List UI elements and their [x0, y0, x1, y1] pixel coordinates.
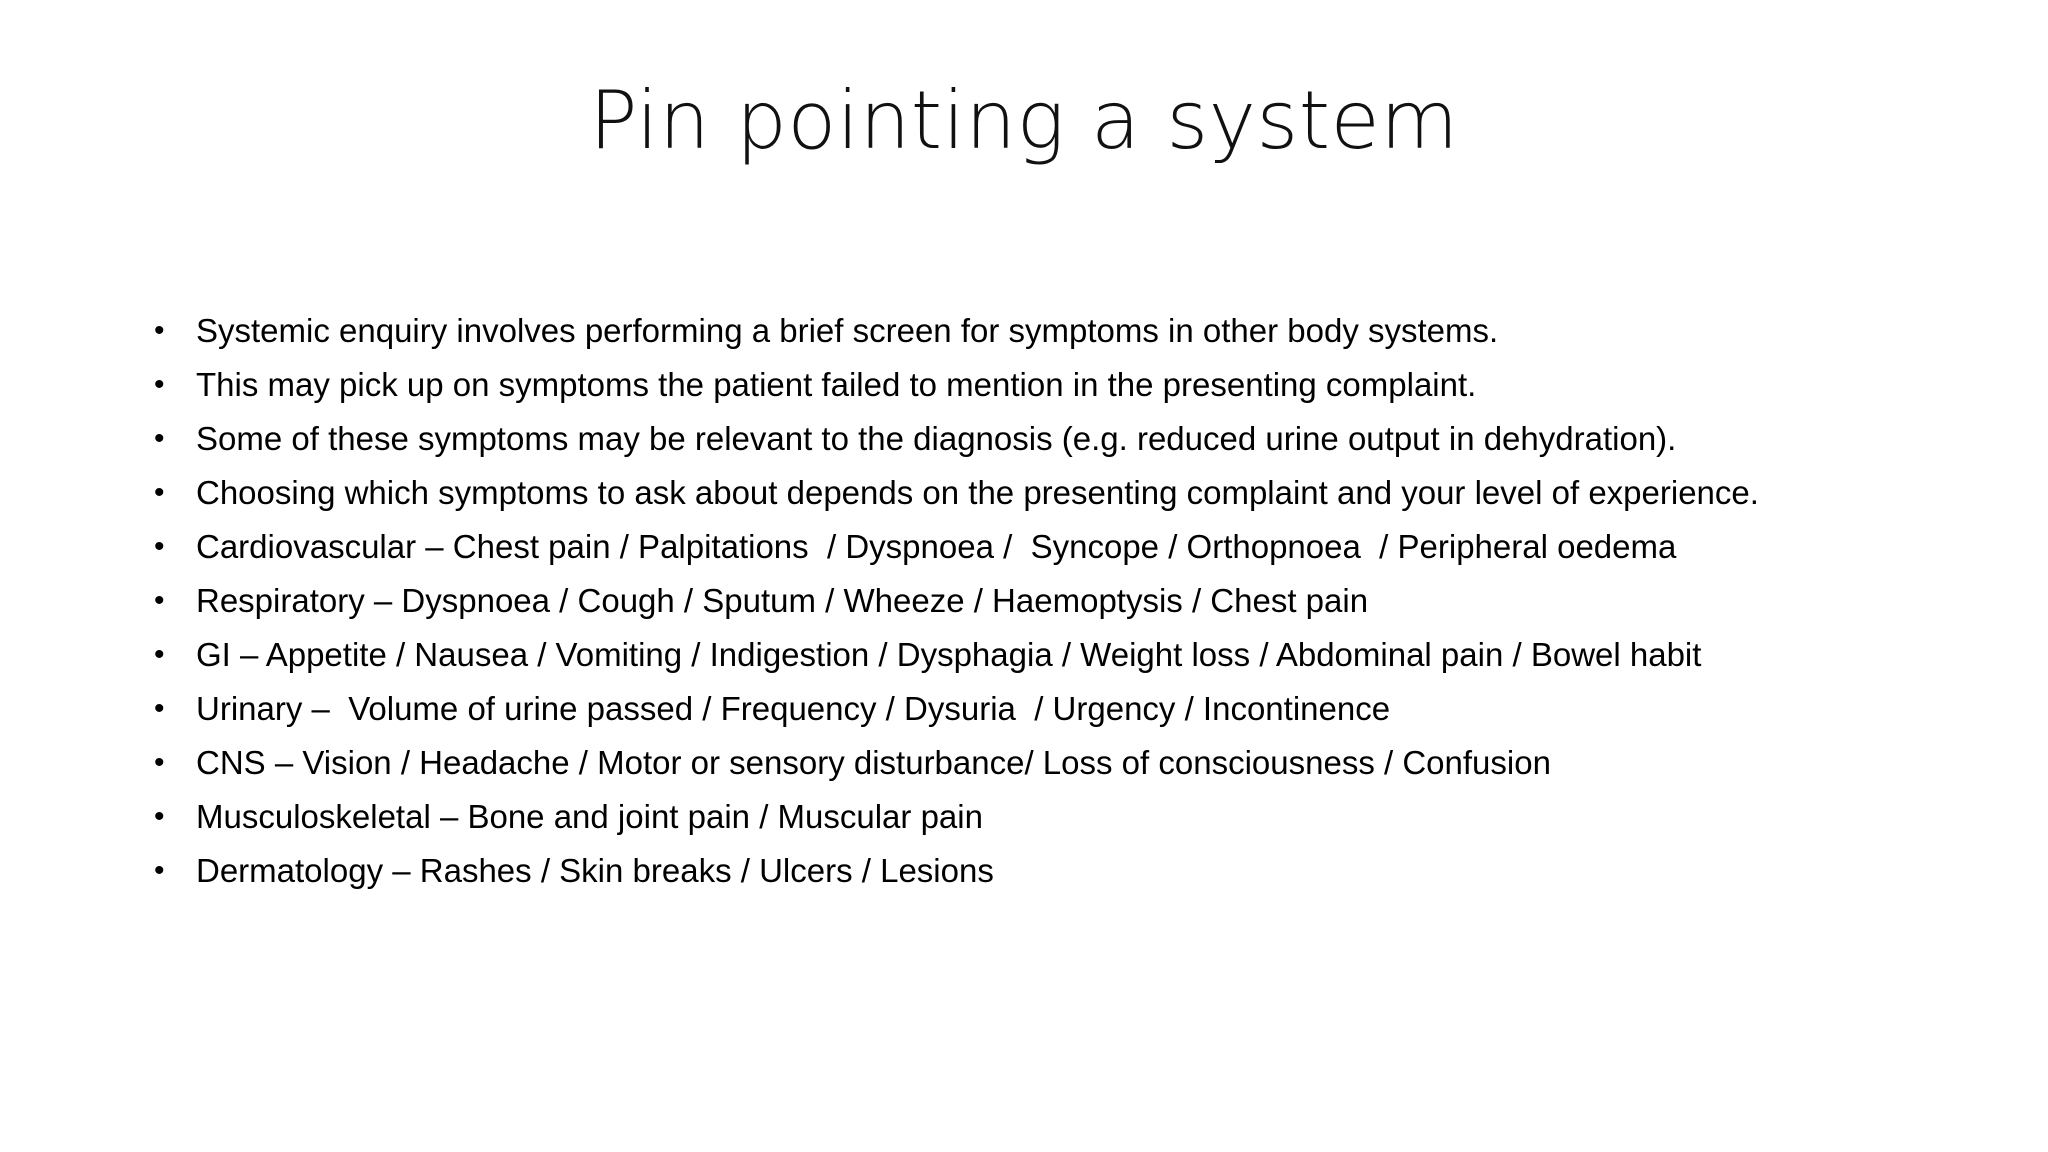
bullet-icon: • [154, 368, 165, 401]
bullet-icon: • [154, 800, 165, 833]
bullet-icon: • [154, 584, 165, 617]
bullet-icon: • [154, 314, 165, 347]
bullet-text: GI – Appetite / Nausea / Vomiting / Indigestion / Dysphagia / Weight loss / Abdominal pain / Bowel habit [196, 636, 1702, 673]
bullet-item [150, 844, 2010, 898]
bullet-icon: • [154, 854, 165, 887]
bullet-icon: • [154, 692, 165, 725]
bullet-text: Cardiovascular – Chest pain / Palpitations / Dyspnoea / Syncope / Orthopnoea / Peripheral oedema [196, 528, 1677, 565]
bullet-icon: • [154, 422, 165, 455]
bullet-icon: • [154, 746, 165, 779]
slide-title: Pin pointing a system [589, 74, 1459, 167]
bullet-text: Choosing which symptoms to ask about depends on the presenting complaint and your level of experience. [196, 474, 1759, 511]
bullet-text: Some of these symptoms may be relevant to the diagnosis (e.g. reduced urine output in dehydration). [196, 420, 1677, 457]
bullet-list [150, 304, 2010, 898]
bullet-text: Urinary – Volume of urine passed / Frequency / Dysuria / Urgency / Incontinence [196, 690, 1391, 727]
bullet-text: Respiratory – Dyspnoea / Cough / Sputum / Wheeze / Haemoptysis / Chest pain [196, 582, 1369, 619]
bullet-text: This may pick up on symptoms the patient failed to mention in the presenting complaint. [196, 366, 1477, 403]
bullet-item [150, 304, 2010, 358]
bullet-item [150, 628, 2010, 682]
bullet-item [150, 736, 2010, 790]
bullet-item [150, 358, 2010, 412]
bullet-icon: • [154, 530, 165, 563]
bullet-item [150, 412, 2010, 466]
bullet-icon: • [154, 638, 165, 671]
bullet-icon: • [154, 476, 165, 509]
bullet-text: Musculoskeletal – Bone and joint pain / Muscular pain [196, 798, 983, 835]
bullet-item [150, 682, 2010, 736]
bullet-item [150, 466, 2010, 520]
bullet-item [150, 574, 2010, 628]
bullet-item [150, 790, 2010, 844]
bullet-text: CNS – Vision / Headache / Motor or sensory disturbance/ Loss of consciousness / Confusion [196, 744, 1551, 781]
bullet-item [150, 520, 2010, 574]
bullet-text: Systemic enquiry involves performing a brief screen for symptoms in other body systems. [196, 312, 1499, 349]
bullet-text: Dermatology – Rashes / Skin breaks / Ulcers / Lesions [196, 852, 994, 889]
